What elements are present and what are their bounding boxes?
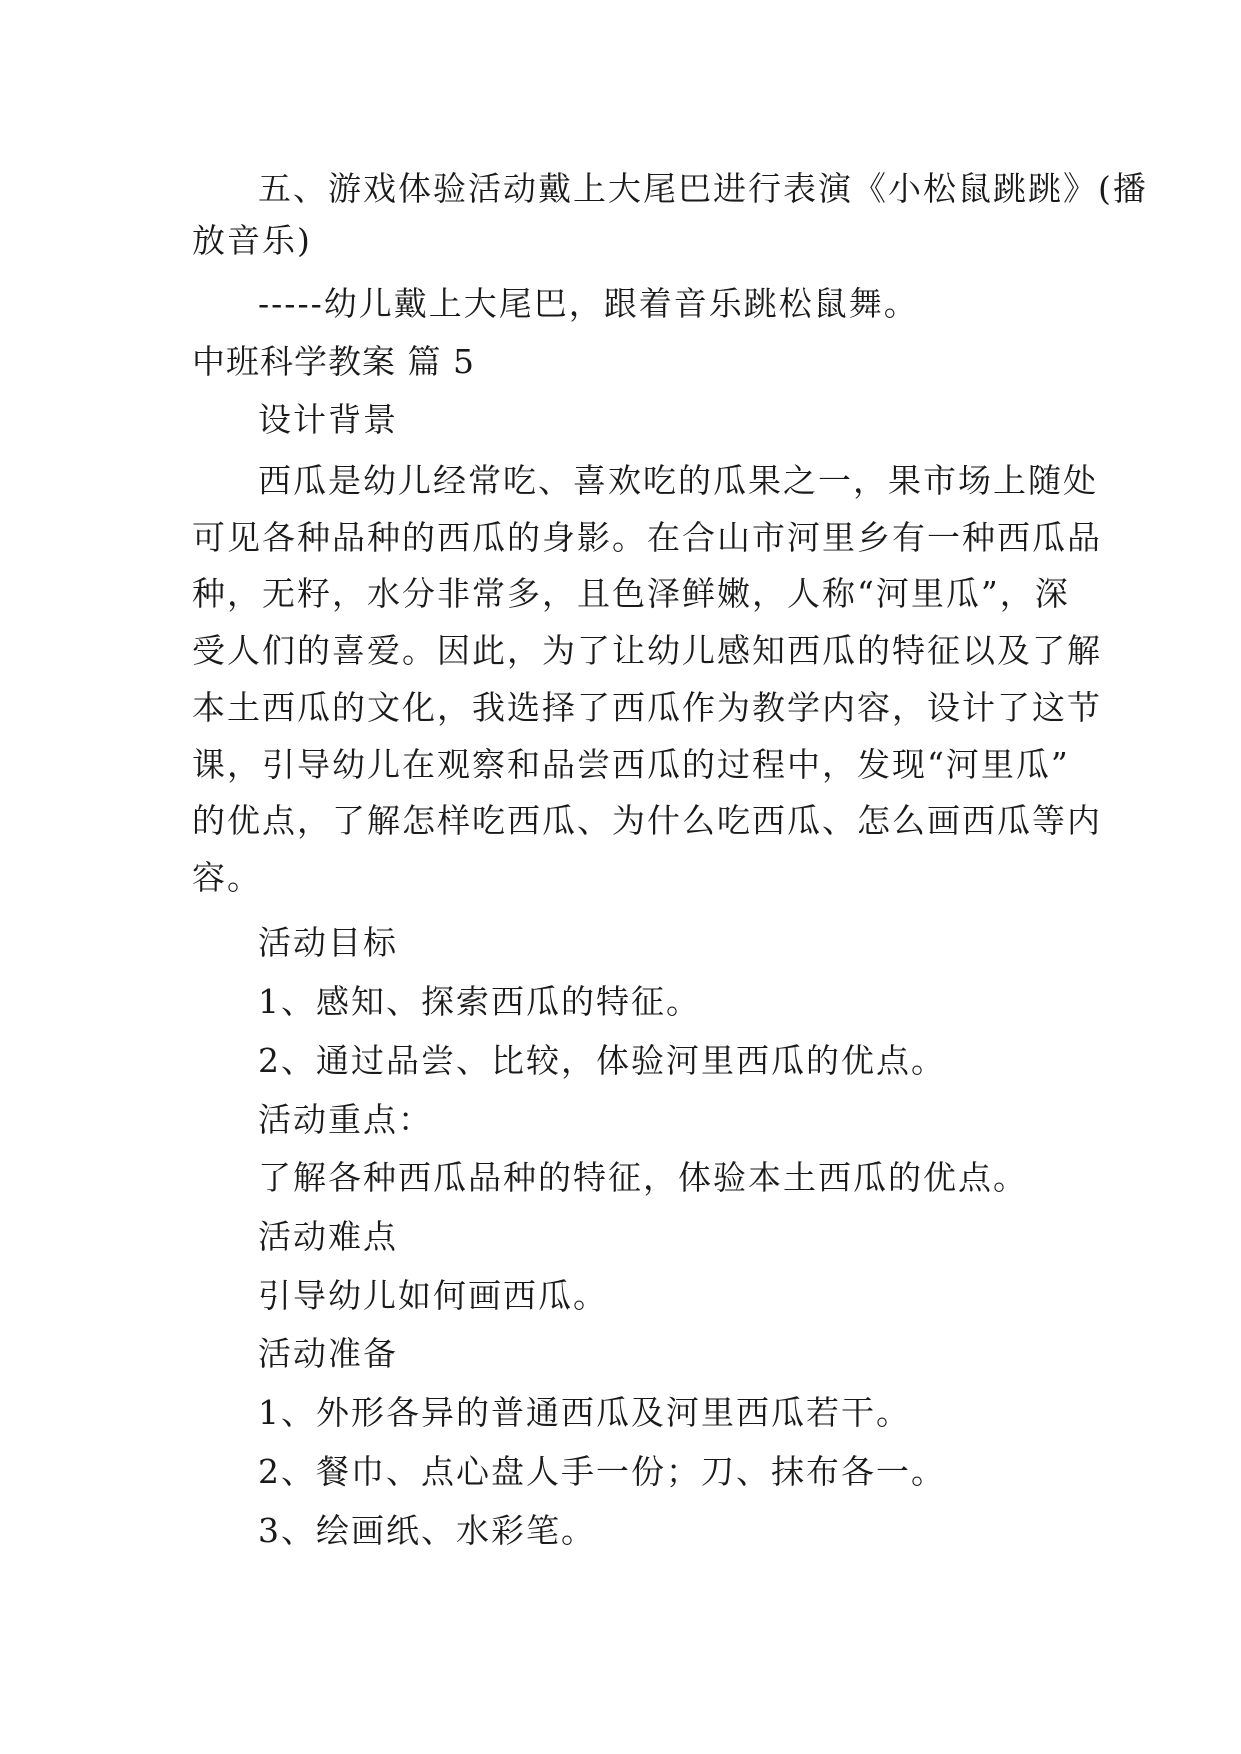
- goal-item: 2、通过品尝、比较，体验河里西瓜的优点。: [258, 1041, 946, 1080]
- background-text-line: 课，引导幼儿在观察和品尝西瓜的过程中，发现“河里瓜”: [192, 745, 1070, 784]
- background-text-line: 可见各种品种的西瓜的身影。在合山市河里乡有一种西瓜品: [192, 518, 1102, 557]
- background-text-line: 本土西瓜的文化，我选择了西瓜作为教学内容，设计了这节: [192, 688, 1102, 727]
- background-text-line: 的优点，了解怎样吃西瓜、为什么吃西瓜、怎么画西瓜等内: [192, 801, 1102, 840]
- difficulty-text: 引导幼儿如何画西瓜。: [258, 1276, 608, 1315]
- preparation-item: 1、外形各异的普通西瓜及河里西瓜若干。: [258, 1393, 911, 1432]
- background-text-line: 西瓜是幼儿经常吃、喜欢吃的瓜果之一，果市场上随处: [258, 461, 1098, 500]
- goal-item: 1、感知、探索西瓜的特征。: [258, 982, 701, 1021]
- paragraph-game-activity-cont: 放音乐): [192, 221, 312, 260]
- heading-activity-difficulty: 活动难点: [258, 1217, 398, 1256]
- focus-text: 了解各种西瓜品种的特征，体验本土西瓜的优点。: [258, 1158, 1028, 1197]
- paragraph-squirrel-dance: -----幼儿戴上大尾巴，跟着音乐跳松鼠舞。: [258, 284, 919, 323]
- background-text-line: 受人们的喜爱。因此，为了让幼儿感知西瓜的特征以及了解: [192, 631, 1102, 670]
- paragraph-game-activity: 五、游戏体验活动戴上大尾巴进行表演《小松鼠跳跳》(播: [258, 169, 1148, 208]
- heading-activity-preparation: 活动准备: [258, 1334, 398, 1373]
- preparation-item: 3、绘画纸、水彩笔。: [258, 1511, 596, 1550]
- background-text-line: 种，无籽，水分非常多，且色泽鲜嫩，人称“河里瓜”，深: [192, 574, 1070, 613]
- heading-design-background: 设计背景: [258, 400, 398, 439]
- section-title: 中班科学教案 篇 5: [192, 342, 475, 381]
- heading-activity-focus: 活动重点：: [258, 1100, 433, 1139]
- preparation-item: 2、餐巾、点心盘人手一份；刀、抹布各一。: [258, 1452, 946, 1491]
- background-text-line: 容。: [192, 858, 262, 897]
- heading-activity-goals: 活动目标: [258, 923, 398, 962]
